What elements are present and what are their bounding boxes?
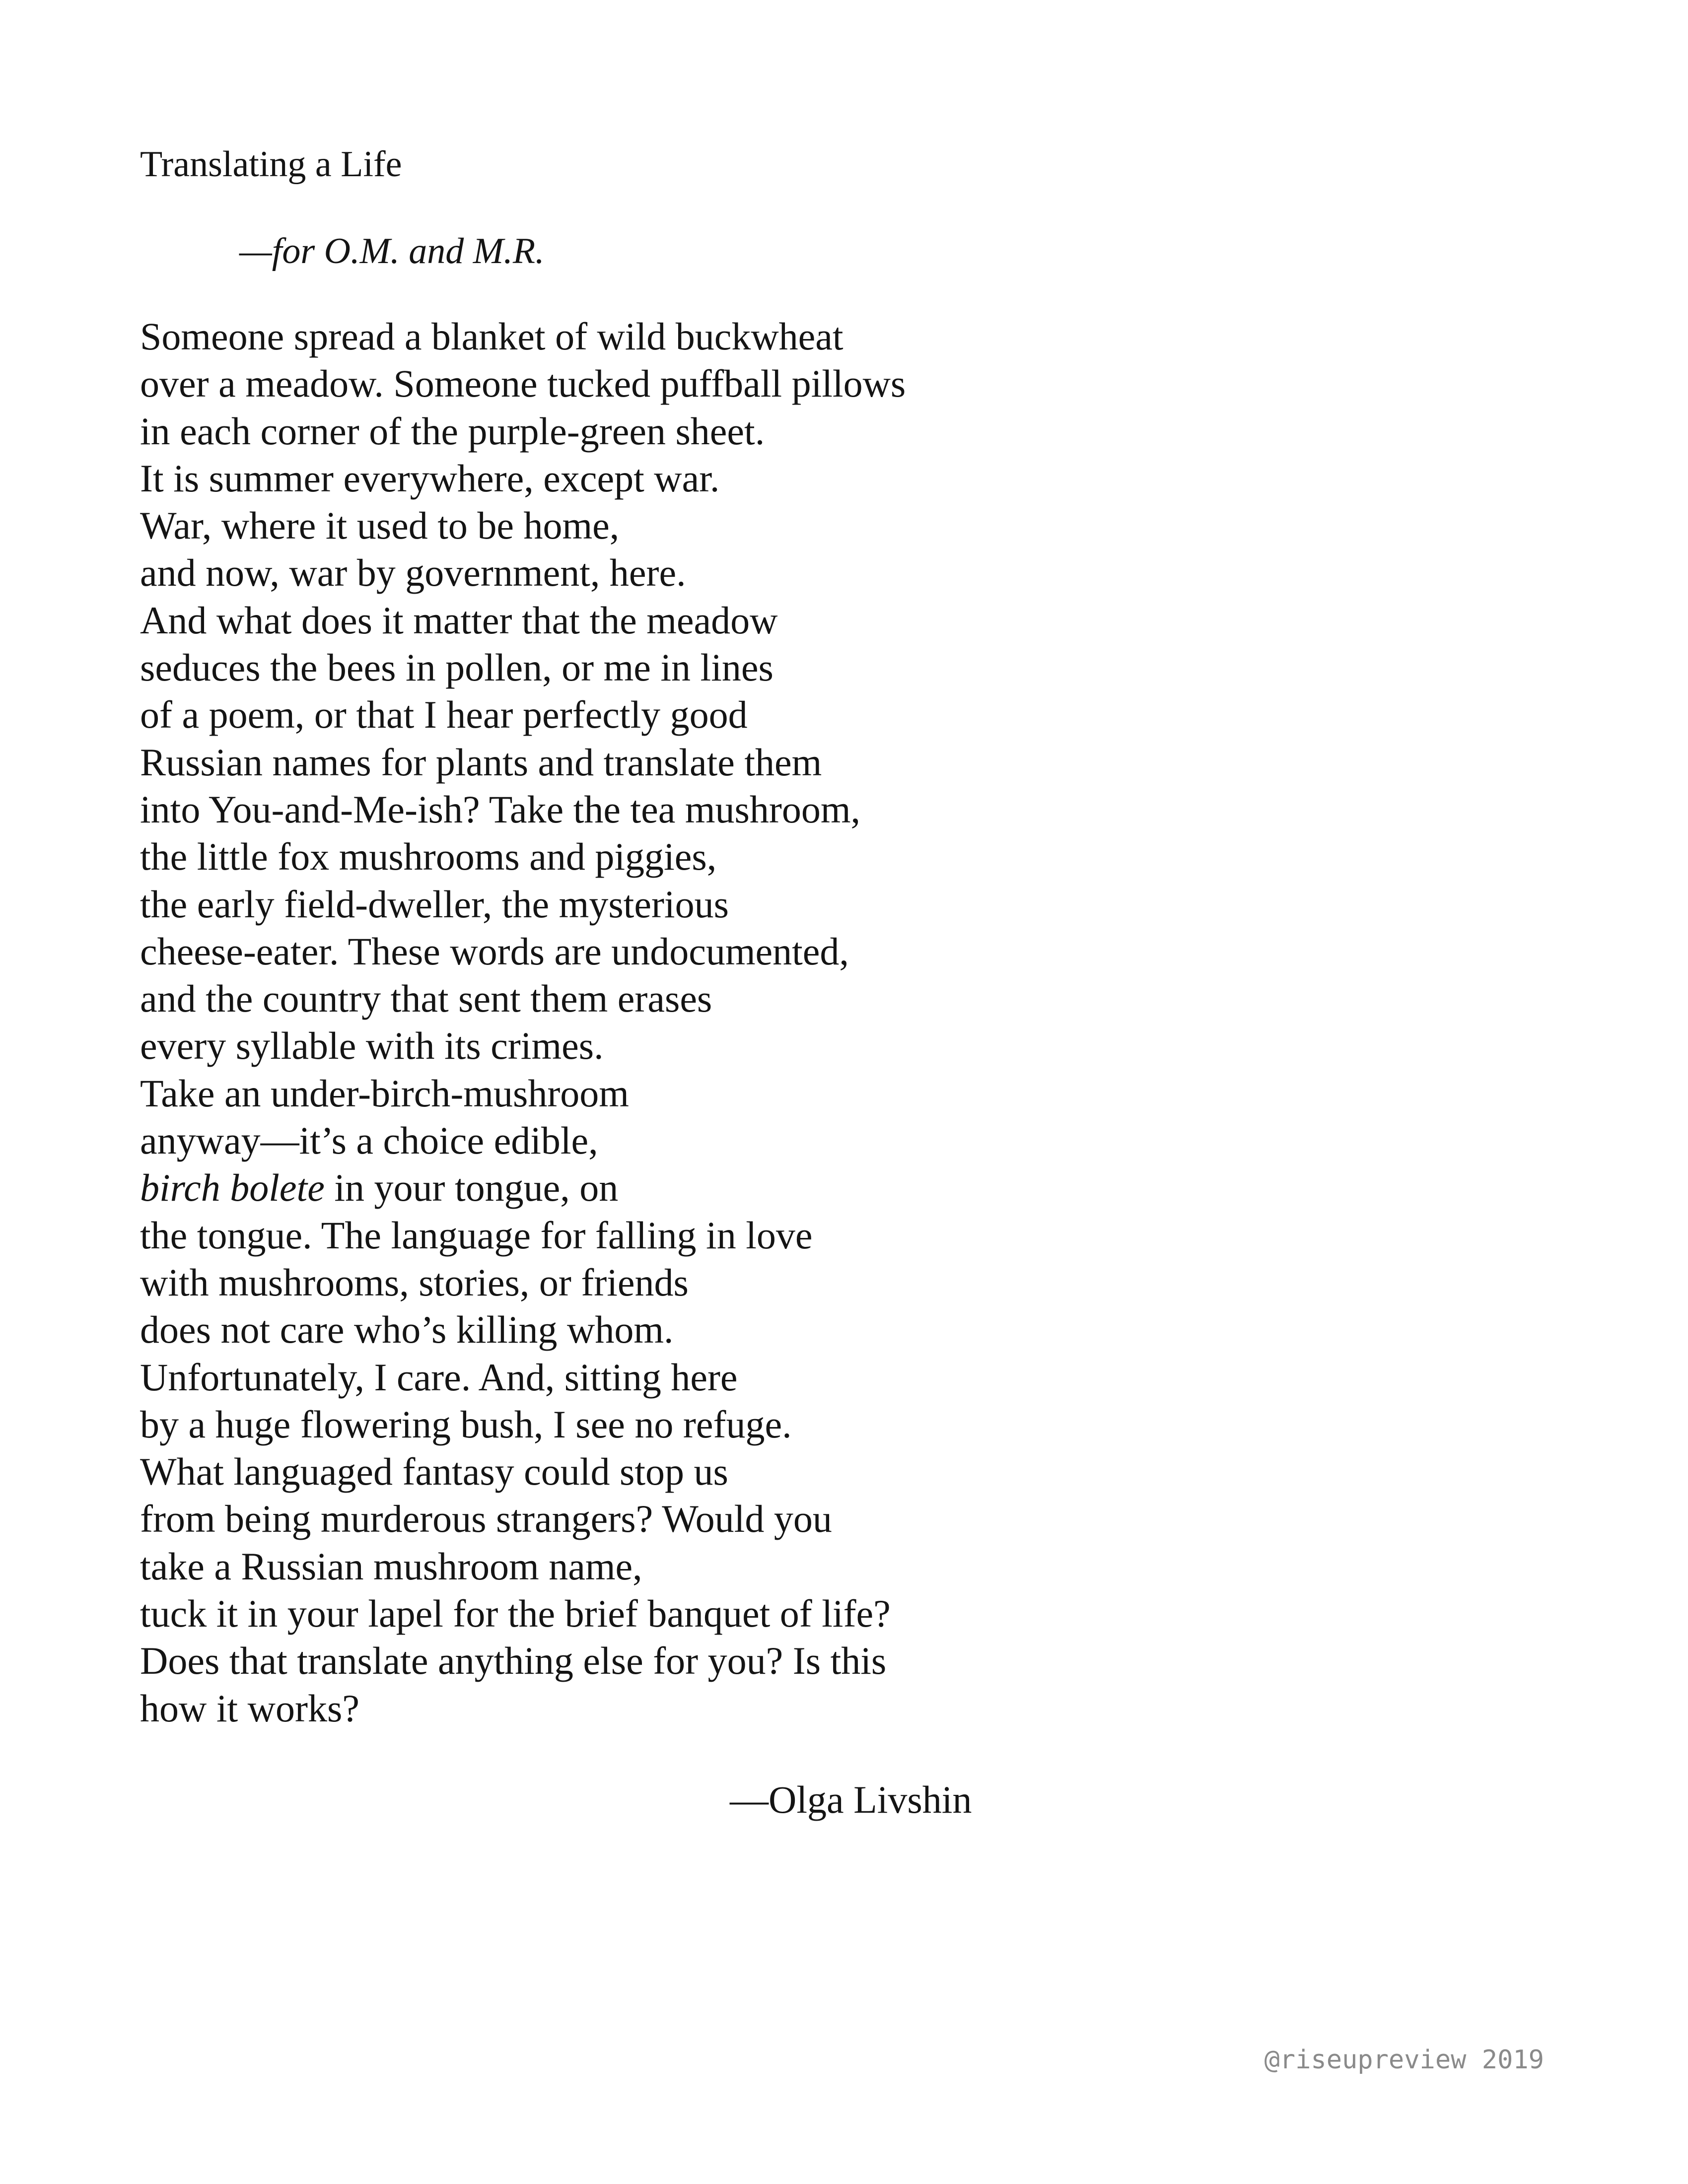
poem-line	[140, 408, 906, 455]
poem-line	[140, 597, 906, 644]
poem-line	[140, 1259, 906, 1306]
poem-line-text: seduces the bees in pollen, or me in lines	[140, 646, 774, 689]
poem-line	[140, 1212, 906, 1259]
poem-line	[140, 549, 906, 596]
poem-line	[140, 1495, 906, 1542]
poem-line-text: tuck it in your lapel for the brief banquet of life?	[140, 1592, 891, 1636]
poem-line	[140, 313, 906, 360]
poem-line	[140, 644, 906, 691]
poem-line	[140, 1070, 906, 1117]
poem-line	[140, 1448, 906, 1495]
poem-line-text: with mushrooms, stories, or friends	[140, 1260, 689, 1304]
poem-line-text: by a huge flowering bush, I see no refuge.	[140, 1402, 792, 1446]
poem-line	[140, 928, 906, 975]
poem-body	[140, 313, 906, 1732]
poem-line	[140, 455, 906, 502]
poem-line-text: the little fox mushrooms and piggies,	[140, 835, 717, 879]
poem-dedication: —for O.M. and M.R.	[239, 231, 545, 272]
poem-line-text: What languaged fantasy could stop us	[140, 1450, 728, 1494]
poem-line-text: Russian names for plants and translate them	[140, 740, 822, 784]
poem-line	[140, 786, 906, 833]
poem-line-text: Take an under-birch-mushroom	[140, 1071, 629, 1115]
poem-line	[140, 1164, 906, 1211]
poem-line	[140, 502, 906, 549]
poem-author: —Olga Livshin	[730, 1778, 972, 1821]
poem-title: Translating a Life	[140, 144, 402, 185]
poem-line-text: and the country that sent them erases	[140, 977, 712, 1021]
poem-line-text: take a Russian mushroom name,	[140, 1544, 642, 1588]
poem-line-text: every syllable with its crimes.	[140, 1024, 604, 1068]
poem-line	[140, 1590, 906, 1637]
poem-line	[140, 360, 906, 407]
poem-line-text: cheese-eater. These words are undocumented,	[140, 929, 849, 973]
poem-line	[140, 975, 906, 1022]
poem-line-text: how it works?	[140, 1686, 359, 1730]
poem-line-text: of a poem, or that I hear perfectly good	[140, 693, 748, 737]
poem-line	[140, 1022, 906, 1069]
poem-line-text: over a meadow. Someone tucked puffball pillows	[140, 362, 906, 406]
poem-line-text: in your tongue, on	[324, 1166, 619, 1210]
poem-line-text: from being murderous strangers? Would you	[140, 1497, 832, 1541]
poem-line-text: and now, war by government, here.	[140, 551, 686, 595]
poem-line-text: into You-and-Me-ish? Take the tea mushroom,	[140, 787, 861, 831]
poem-line	[140, 1685, 906, 1732]
copyright-notice: @riseupreview 2019	[1264, 2045, 1544, 2075]
poem-line-text: does not care who’s killing whom.	[140, 1308, 674, 1352]
poem-line	[140, 739, 906, 786]
poem-line	[140, 1117, 906, 1164]
poem-line-text: in each corner of the purple-green sheet.	[140, 409, 765, 453]
poem-line	[140, 1306, 906, 1353]
poem-line	[140, 1543, 906, 1590]
poem-line-italic-phrase: birch bolete	[140, 1166, 325, 1210]
poem-line	[140, 1354, 906, 1401]
poem-line-text: And what does it matter that the meadow	[140, 598, 778, 642]
poem-line-text: Does that translate anything else for you? Is this	[140, 1639, 887, 1683]
poem-line	[140, 881, 906, 928]
poem-line-text: War, where it used to be home,	[140, 504, 620, 547]
poem-line-text: Someone spread a blanket of wild buckwheat	[140, 315, 844, 358]
poem-line-text: anyway—it’s a choice edible,	[140, 1119, 598, 1162]
poem-line-text: the tongue. The language for falling in love	[140, 1213, 813, 1257]
poem-line	[140, 833, 906, 880]
poem-line	[140, 1401, 906, 1448]
poem-line-text: the early field-dweller, the mysterious	[140, 882, 729, 926]
poem-line-text: It is summer everywhere, except war.	[140, 456, 720, 500]
poem-line-text: Unfortunately, I care. And, sitting here	[140, 1355, 738, 1399]
poem-line	[140, 1637, 906, 1684]
poem-line	[140, 691, 906, 738]
